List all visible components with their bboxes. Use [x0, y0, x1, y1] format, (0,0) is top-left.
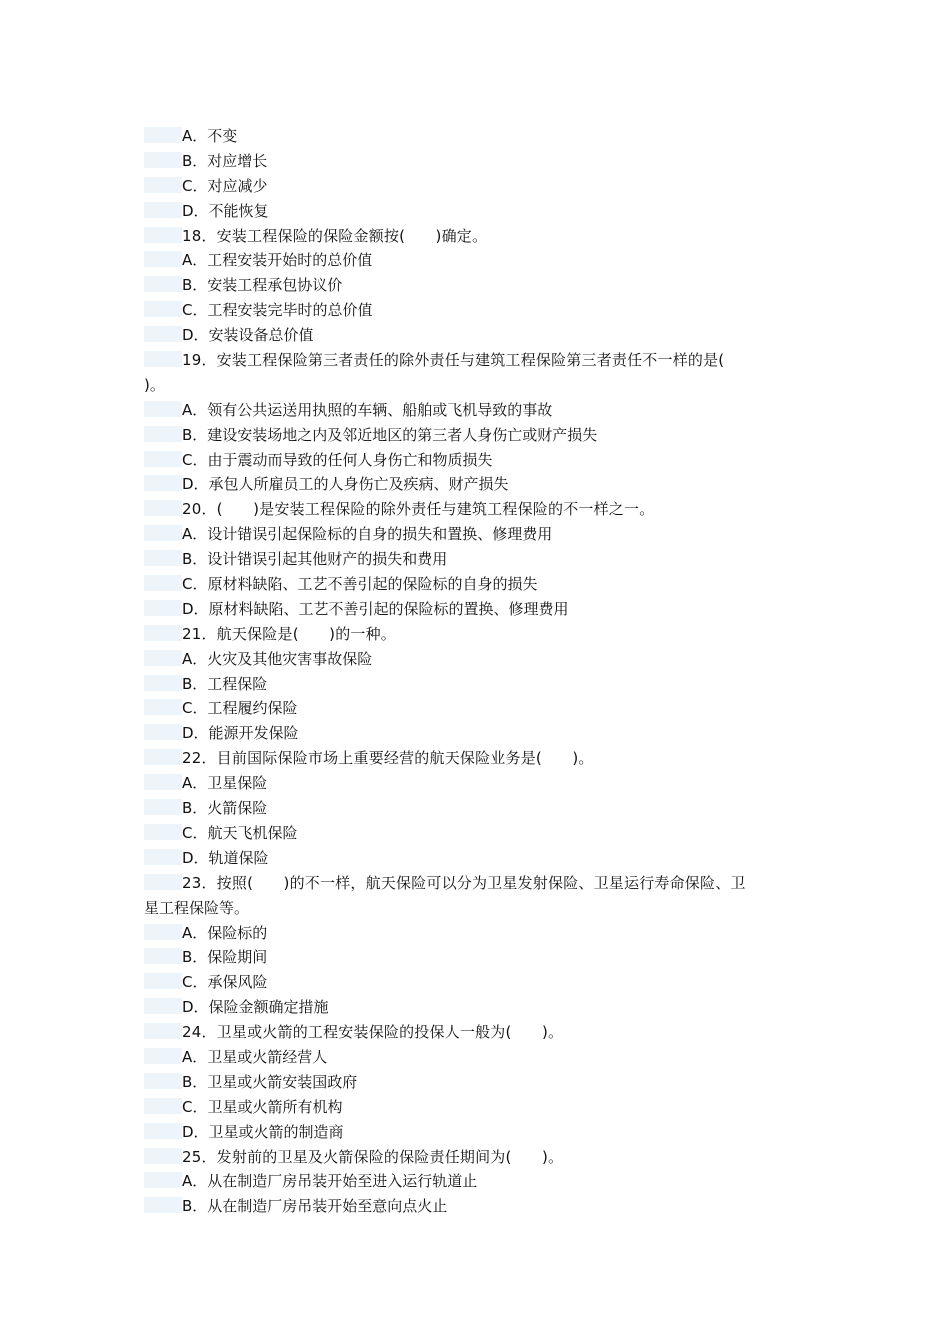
- question-line: [144, 1145, 796, 1170]
- indent-highlight: [144, 1148, 182, 1164]
- line-text: B．安装工程承包协议价: [182, 276, 343, 295]
- option-line: [144, 472, 796, 497]
- indent-highlight: [144, 251, 182, 267]
- indent-highlight: [144, 948, 182, 964]
- line-text: C．工程履约保险: [182, 699, 298, 718]
- option-line: [144, 672, 796, 697]
- option-line: [144, 945, 796, 970]
- line-text: 25．发射前的卫星及火箭保险的保险责任期间为( )。: [182, 1147, 564, 1166]
- line-text: 19．安装工程保险第三者责任的除外责任与建筑工程保险第三者责任不一样的是(: [182, 351, 725, 370]
- indent-highlight: [144, 699, 182, 715]
- option-line: [144, 174, 796, 199]
- line-text: B．火箭保险: [182, 799, 268, 818]
- indent-highlight: [144, 426, 182, 442]
- indent-highlight: [144, 1098, 182, 1114]
- question-line: [144, 746, 796, 771]
- indent-highlight: [144, 550, 182, 566]
- line-text: C．航天飞机保险: [182, 823, 298, 842]
- line-text: A．从在制造厂房吊装开始至进入运行轨道止: [182, 1172, 478, 1191]
- question-line: [144, 622, 796, 647]
- line-text: B．保险期间: [182, 948, 268, 967]
- question-line: [144, 348, 796, 373]
- option-line: [144, 273, 796, 298]
- option-line: [144, 199, 796, 224]
- question-line: [144, 497, 796, 522]
- question-line: [144, 1020, 796, 1045]
- line-text: B．建设安装场地之内及邻近地区的第三者人身伤亡或财产损失: [182, 425, 598, 444]
- indent-highlight: [144, 774, 182, 790]
- line-text: D．保险金额确定措施: [182, 998, 329, 1017]
- option-line: [144, 448, 796, 473]
- option-line: [144, 921, 796, 946]
- indent-highlight: [144, 276, 182, 292]
- indent-highlight: [144, 475, 182, 491]
- option-line: [144, 796, 796, 821]
- indent-highlight: [144, 1197, 182, 1213]
- line-text: C．由于震动而导致的任何人身伤亡和物质损失: [182, 450, 493, 469]
- line-text: 18．安装工程保险的保险金额按( )确定。: [182, 226, 488, 245]
- indent-highlight: [144, 1048, 182, 1064]
- option-line: [144, 547, 796, 572]
- line-text: A．不变: [182, 127, 238, 145]
- line-text: 20．( )是安装工程保险的除外责任与建筑工程保险的不一样之一。: [182, 500, 655, 519]
- line-text: D．卫星或火箭的制造商: [182, 1122, 344, 1141]
- option-line: [144, 248, 796, 273]
- indent-highlight: [144, 500, 182, 516]
- line-text: C．承保风险: [182, 973, 268, 992]
- line-text: A．卫星或火箭经营人: [182, 1047, 328, 1066]
- indent-highlight: [144, 152, 182, 168]
- line-text: 22．目前国际保险市场上重要经营的航天保险业务是( )。: [182, 749, 594, 768]
- option-line: [144, 522, 796, 547]
- option-line: [144, 846, 796, 871]
- line-text: B．从在制造厂房吊装开始至意向点火止: [182, 1197, 448, 1216]
- option-line: [144, 149, 796, 174]
- line-text: C．卫星或火箭所有机构: [182, 1097, 343, 1116]
- option-line: [144, 1045, 796, 1070]
- indent-highlight: [144, 874, 182, 890]
- line-text: A．设计错误引起保险标的自身的损失和置换、修理费用: [182, 525, 553, 544]
- line-text: A．火灾及其他灾害事故保险: [182, 649, 373, 668]
- option-line: [144, 771, 796, 796]
- option-line: [144, 1194, 796, 1219]
- option-line: [144, 721, 796, 746]
- indent-highlight: [144, 600, 182, 616]
- indent-highlight: [144, 650, 182, 666]
- line-text: B．设计错误引起其他财产的损失和费用: [182, 550, 448, 569]
- question-continuation-line: [144, 896, 796, 921]
- question-continuation-line: [144, 373, 796, 398]
- indent-highlight: [144, 227, 182, 243]
- indent-highlight: [144, 575, 182, 591]
- option-line: [144, 696, 796, 721]
- option-line: [144, 995, 796, 1020]
- line-text: B．卫星或火箭安装国政府: [182, 1072, 358, 1091]
- line-text: 星工程保险等。: [144, 898, 250, 917]
- indent-highlight: [144, 202, 182, 218]
- line-text: A．领有公共运送用执照的车辆、船舶或飞机导致的事故: [182, 400, 553, 419]
- line-text: B．对应增长: [182, 151, 268, 170]
- indent-highlight: [144, 998, 182, 1014]
- indent-highlight: [144, 625, 182, 641]
- indent-highlight: [144, 1073, 182, 1089]
- indent-highlight: [144, 451, 182, 467]
- line-text: A．保险标的: [182, 923, 268, 942]
- line-text: )。: [144, 375, 165, 394]
- line-text: D．承包人所雇员工的人身伤亡及疾病、财产损失: [182, 475, 509, 494]
- indent-highlight: [144, 301, 182, 317]
- indent-highlight: [144, 1172, 182, 1188]
- indent-highlight: [144, 724, 182, 740]
- indent-highlight: [144, 749, 182, 765]
- line-text: C．工程安装完毕时的总价值: [182, 301, 373, 320]
- line-text: C．对应减少: [182, 176, 268, 195]
- line-text: D．能源开发保险: [182, 724, 299, 743]
- indent-highlight: [144, 824, 182, 840]
- option-line: [144, 647, 796, 672]
- option-line: [144, 124, 796, 149]
- option-line: [144, 1169, 796, 1194]
- indent-highlight: [144, 127, 182, 143]
- line-text: B．工程保险: [182, 674, 268, 693]
- question-list: [144, 124, 796, 1219]
- option-line: [144, 1120, 796, 1145]
- line-text: A．工程安装开始时的总价值: [182, 251, 373, 270]
- indent-highlight: [144, 799, 182, 815]
- option-line: [144, 323, 796, 348]
- indent-highlight: [144, 849, 182, 865]
- indent-highlight: [144, 1023, 182, 1039]
- indent-highlight: [144, 177, 182, 193]
- option-line: [144, 821, 796, 846]
- indent-highlight: [144, 973, 182, 989]
- line-text: D．原材料缺陷、工艺不善引起的保险标的置换、修理费用: [182, 599, 569, 618]
- option-line: [144, 970, 796, 995]
- option-line: [144, 597, 796, 622]
- line-text: 21．航天保险是( )的一种。: [182, 624, 396, 643]
- indent-highlight: [144, 675, 182, 691]
- option-line: [144, 572, 796, 597]
- question-line: [144, 224, 796, 249]
- option-line: [144, 398, 796, 423]
- indent-highlight: [144, 1123, 182, 1139]
- indent-highlight: [144, 525, 182, 541]
- line-text: D．安装设备总价值: [182, 326, 314, 345]
- line-text: C．原材料缺陷、工艺不善引起的保险标的自身的损失: [182, 575, 538, 594]
- indent-highlight: [144, 351, 182, 367]
- option-line: [144, 1095, 796, 1120]
- indent-highlight: [144, 401, 182, 417]
- indent-highlight: [144, 326, 182, 342]
- question-line: [144, 871, 796, 896]
- option-line: [144, 423, 796, 448]
- indent-highlight: [144, 924, 182, 940]
- line-text: 23．按照( )的不一样，航天保险可以分为卫星发射保险、卫星运行寿命保险、卫: [182, 873, 746, 892]
- line-text: D．不能恢复: [182, 201, 269, 220]
- option-line: [144, 1070, 796, 1095]
- line-text: A．卫星保险: [182, 774, 268, 793]
- option-line: [144, 298, 796, 323]
- line-text: 24．卫星或火箭的工程安装保险的投保人一般为( )。: [182, 1023, 564, 1042]
- line-text: D．轨道保险: [182, 848, 269, 867]
